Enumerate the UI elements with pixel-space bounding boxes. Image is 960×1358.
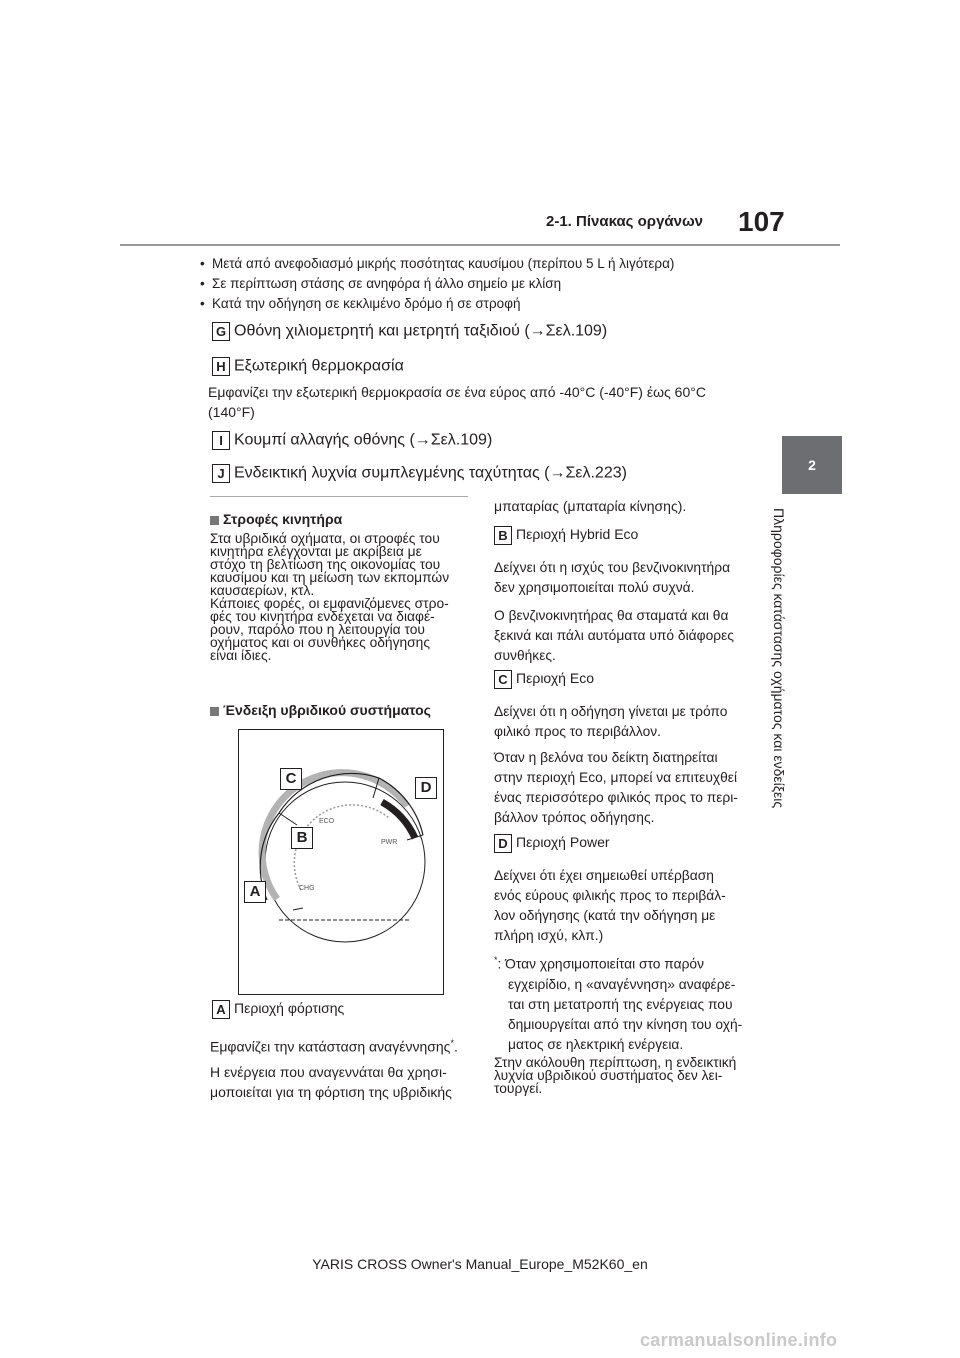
area-a-title: Περιοχή φόρτισης [234, 1000, 345, 1017]
engine-paragraph [210, 532, 449, 662]
right-cont: μπαταρίας (μπαταρία κίνησης). [494, 498, 687, 514]
para-line: ται στη μετατροπή της ενέργειας που [508, 996, 733, 1012]
bracket-tick [293, 908, 303, 910]
area-a [212, 1000, 344, 1019]
item-h [212, 357, 404, 376]
item-g [212, 322, 607, 341]
para-line: πλήρη ισχύ, κλπ.) [494, 928, 604, 943]
para-line: Στην ακόλουθη περίπτωση, η ενδεικτική [494, 1055, 737, 1070]
para-line: ένας περισσότερο φιλικός προς το περι- [494, 790, 738, 805]
figure-label-a: A [244, 881, 266, 903]
chg-text: CHG [299, 885, 315, 892]
para-line: λον οδήγησης (κατά την οδήγηση με [494, 908, 716, 923]
item-h-desc-2: (140°F) [208, 404, 255, 420]
header-rule [120, 244, 840, 246]
para-line: ματος σε ηλεκτρική ενέργεια. [508, 1036, 684, 1052]
item-i [212, 431, 492, 450]
figure-label-b: B [291, 827, 313, 849]
item-h-desc-1: Εμφανίζει την εξωτερική θερμοκρασία σε ένα εύρος από -40°C (-40°F) έως 60°C [208, 384, 706, 400]
area-b: B Περιοχή Hybrid Eco [494, 526, 638, 545]
square-bullet-icon [210, 707, 219, 716]
para-line: Ο βενζινοκινητήρας θα σταματά και θα [494, 608, 729, 623]
label-g: G [212, 322, 230, 341]
label-j: J [212, 464, 230, 483]
gauge-drawing [239, 730, 443, 994]
bullet-item: • Σε περίπτωση στάσης σε ανηφόρα ή άλλο σημείο με κλίση [212, 276, 561, 291]
footer-text: YARIS CROSS Owner's Manual_Europe_M52K60_en [312, 1256, 648, 1272]
area-d: D Περιοχή Power [494, 834, 610, 853]
para-line: βάλλον τρόπος οδήγησης. [494, 810, 655, 825]
watermark: carmanualsonline.info [640, 1330, 838, 1350]
hybrid-heading: Ένδειξη υβριδικού συστήματος [210, 702, 431, 718]
para-line: ρουν, παρόλο που η λειτουργία του [210, 622, 425, 637]
gauge-circle [265, 782, 425, 942]
pwr-text: PWR [381, 839, 398, 846]
item-g-text: Οθόνη χιλιομετρητή και μετρητή ταξιδιού (→Σελ.109) [234, 322, 608, 340]
engine-heading: Στροφές κινητήρα [210, 511, 342, 527]
para-line: Δείχνει ότι η ισχύς του βενζινοκινητήρα [494, 560, 731, 575]
area-c-desc [494, 702, 738, 828]
area-c: C Περιοχή Eco [494, 670, 594, 689]
final-paragraph [494, 1056, 736, 1095]
para-line: Δείχνει ότι έχει σημειωθεί υπέρβαση [494, 868, 714, 883]
bullet-item: • Μετά από ανεφοδιασμό μικρής ποσότητας καυσίμου (περίπου 5 L ή λιγότερα) [212, 256, 674, 271]
section-divider [210, 496, 468, 497]
para-line: κινητήρα ελέγχονται με ακρίβεια με [210, 544, 422, 559]
label-i: I [212, 431, 230, 450]
para-line: καυσίμου και τη μείωση των εκπομπών [210, 570, 450, 585]
bullet-item: • Κατά την οδήγηση σε κεκλιμένο δρόμο ή σε στροφή [212, 296, 520, 311]
para-line: Στα υβριδικά οχήματα, οι στροφές του [210, 531, 440, 546]
label-a: A [212, 1000, 230, 1019]
label-b: B [494, 526, 512, 545]
para-line: οχήματος και οι συνθήκες οδήγησης [210, 635, 431, 650]
label-d: D [494, 834, 512, 853]
para-line: καυσαερίων, κτλ. [210, 583, 315, 598]
para-line: λυχνία υβριδικού συστήματος δεν λει- [494, 1068, 723, 1083]
para-line: φιλικό προς το περιβάλλον. [494, 724, 661, 739]
para-line: συνθήκες. [494, 648, 556, 663]
para-line: Δείχνει ότι η οδήγηση γίνεται με τρόπο [494, 704, 728, 719]
label-h: H [212, 357, 230, 376]
item-i-text: Κουμπί αλλαγής οθόνης (→Σελ.109) [234, 431, 493, 449]
para-line: στόχο τη βελτίωση της οικονομίας του [210, 557, 441, 572]
para-line: δεν χρησιμοποιείται πολύ συχνά. [494, 580, 695, 595]
eco-text: ECO [319, 818, 335, 825]
area-d-desc [494, 866, 726, 946]
item-j [212, 464, 627, 483]
para-line: δημιουργείται από την κίνηση του οχή- [508, 1016, 743, 1032]
figure-label-d: D [415, 777, 437, 799]
para-line: τουργεί. [494, 1081, 543, 1096]
square-bullet-icon [210, 516, 219, 525]
chapter-title-text: Πληροφορίες κατάστασης οχήματος και ενδείξεις [771, 508, 787, 809]
figure-label-c: C [280, 768, 302, 790]
para-line: ενός εύρους φιλικής προς το περιβάλ- [494, 888, 726, 903]
area-a-desc-3: μοποιείται για τη φόρτιση της υβριδικής [210, 1084, 452, 1100]
section-title: 2-1. Πίνακας οργάνων [546, 213, 703, 230]
gauge-arc-power [382, 802, 415, 838]
item-j-text: Ενδεικτική λυχνία συμπλεγμένης ταχύτητας (→Σελ.223) [234, 464, 627, 482]
area-a-desc-2: Η ενέργεια που αναγεννάται θα χρησι- [210, 1064, 447, 1080]
gauge-arc-grey [262, 773, 407, 899]
chapter-title-vertical [772, 508, 802, 978]
label-c: C [494, 670, 512, 689]
para-line: Κάποιες φορές, οι εμφανιζόμενες στρο- [210, 596, 449, 611]
chapter-tab[interactable]: 2 [782, 436, 842, 494]
bracket-tick [279, 813, 297, 825]
page-number: 107 [738, 206, 785, 237]
para-line: εγχειρίδιο, η «αναγέννηση» αναφέρε- [508, 976, 736, 992]
para-line: ξεκινά και πάλι αυτόματα υπό διάφορες [494, 628, 734, 643]
para-line: είναι ίδιες. [210, 648, 272, 663]
area-b-desc [494, 558, 734, 666]
footnote: *: Όταν χρησιμοποιείται στο παρόν εγχειρίδιο, η «αναγέννηση» αναφέρε- ται στη μετατροπή της ενέργειας που δημιουργείται από την κίνηση του οχή- ματος σε ηλεκτρική ενέργεια. [494, 950, 742, 1055]
hybrid-indicator-figure [238, 729, 444, 995]
item-h-text: Εξωτερική θερμοκρασία [234, 357, 404, 375]
area-a-desc: Εμφανίζει την κατάσταση αναγέννησης*. [210, 1038, 458, 1055]
para-line: στην περιοχή Eco, μπορεί να επιτευχθεί [494, 770, 738, 785]
para-line: φές του κινητήρα ενδέχεται να διαφέ- [210, 609, 435, 624]
para-line: Όταν η βελόνα του δείκτη διατηρείται [494, 750, 718, 765]
